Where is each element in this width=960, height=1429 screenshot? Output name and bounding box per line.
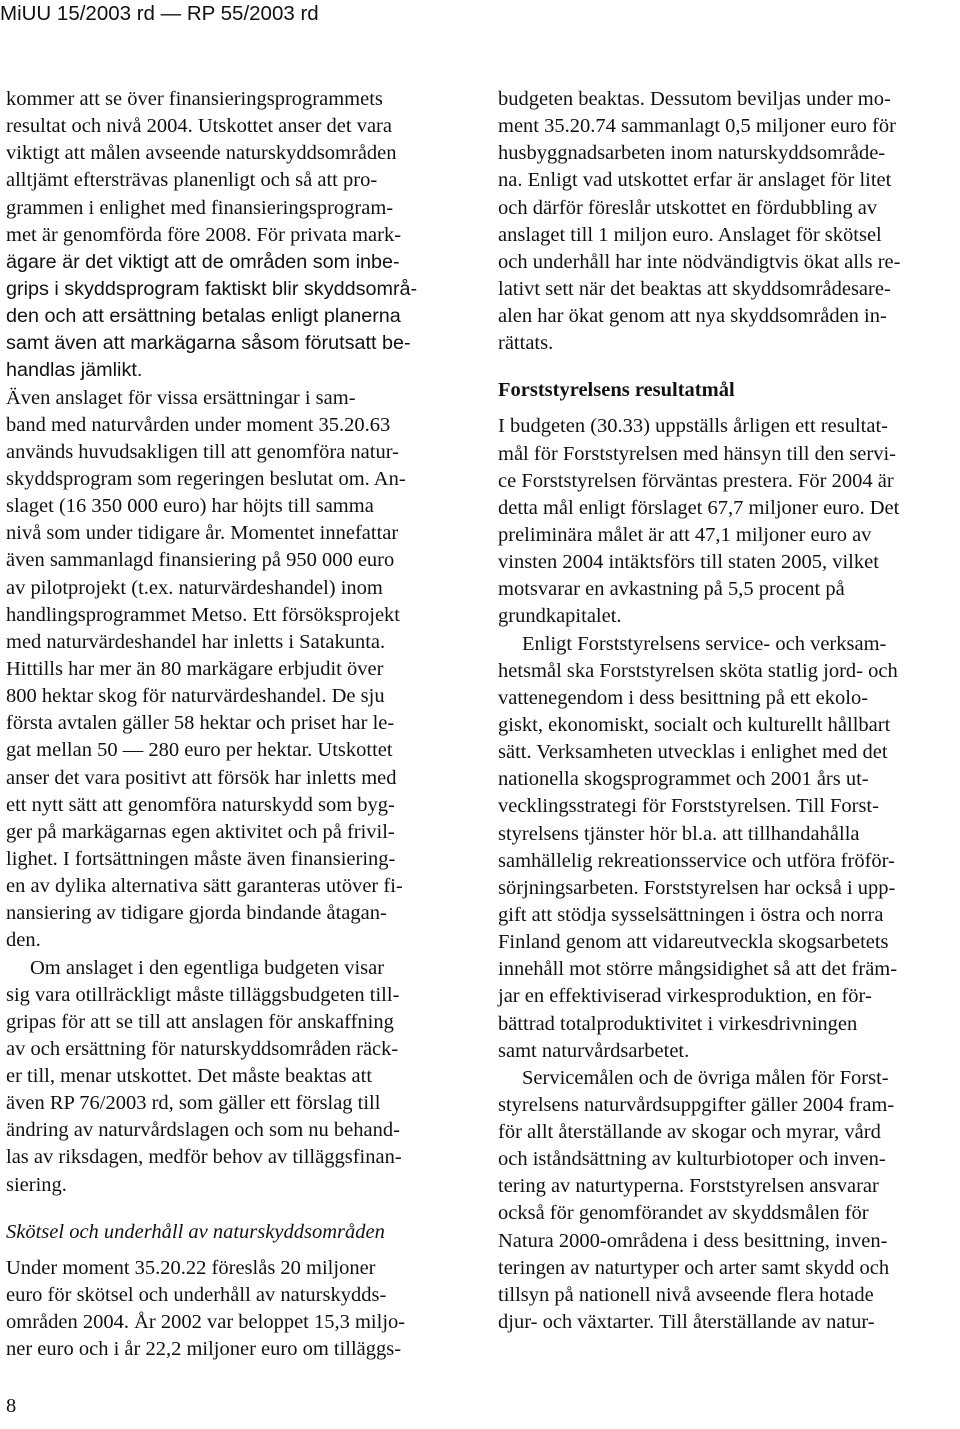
text-line: Hittills har mer än 80 markägare erbjudit över	[6, 657, 384, 680]
text-line: budgeten beaktas. Dessutom beviljas under mo-	[498, 88, 891, 110]
text-line: ger på markägarnas egen aktivitet och på frivil-	[6, 820, 395, 843]
text-line: gripas för att se till att anslagen för anskaffning	[6, 1010, 394, 1033]
text-line: Servicemålen och de övriga målen för Forst-	[522, 1066, 889, 1089]
text-line: och iståndsättning av kulturbiotoper och inven-	[498, 1148, 886, 1171]
text-line: anslaget till 1 miljon euro. Anslaget för skötsel	[498, 223, 882, 246]
text-line: husbyggnadsarbeten inom naturskyddsområde-	[498, 142, 886, 165]
text-line: av pilotprojekt (t.ex. naturvärdeshandel) inom	[6, 576, 383, 599]
text-line: lativt sett när det beaktas att skyddsområdesare-	[498, 277, 891, 300]
text-line: ett nytt sätt att genomföra naturskydd som byg-	[6, 793, 395, 816]
text-line: nivå som under tidigare år. Momentet innefattar	[6, 522, 399, 545]
text-line: Finland genom att vidareutveckla skogsarbetets	[498, 931, 889, 954]
text-line: en av dylika alternativa sätt garanteras utöver fi-	[6, 875, 403, 898]
text-line: motsvarar en avkastning på 5,5 procent på	[498, 578, 845, 601]
text-line: samt naturvårdsarbetet.	[498, 1039, 690, 1062]
text-line: ägare är det viktigt att de områden som inbe-	[6, 250, 400, 273]
text-line: vattenegendom i dess besittning på ett ekolo-	[498, 686, 869, 709]
text-line: gat mellan 50 — 280 euro per hektar. Utskottet	[6, 739, 393, 762]
text-line: skyddsprogram som regeringen beslutat om. An-	[6, 467, 406, 490]
text-line: områden 2004. År 2002 var beloppet 15,3 miljo-	[6, 1311, 406, 1334]
text-line: teringen av naturtyper och arter samt skydd och	[498, 1256, 890, 1279]
text-line: ändring av naturvårdslagen och som nu behand-	[6, 1119, 400, 1142]
text-line: grammen i enlighet med finansieringsprogram-	[6, 196, 394, 219]
left-column	[6, 86, 466, 1363]
text-line: även RP 76/2003 rd, som gäller ett förslag till	[6, 1092, 381, 1115]
text-line: handlas jämlikt.	[6, 359, 143, 382]
text-line: handlingsprogrammet Metso. Ett försöksprojekt	[6, 603, 400, 626]
text-line: band med naturvården under moment 35.20.63	[6, 413, 391, 436]
text-line: giskt, ekonomiskt, socialt och kulturellt hållbart	[498, 713, 891, 736]
text-line: sörjningsarbeten. Forststyrelsen har också i upp-	[498, 876, 896, 899]
text-line: bättrad totalproduktivitet i virkesdrivningen	[498, 1012, 858, 1035]
text-line: resultat och nivå 2004. Utskottet anser det vara	[6, 115, 392, 138]
text-line: och underhåll har inte nödvändigtvis ökat alls re-	[498, 250, 901, 273]
text-line: Natura 2000-områdena i dess besittning, inven-	[498, 1229, 888, 1252]
text-line: med naturvärdeshandel har inletts i Satakunta.	[6, 630, 386, 653]
text-line: anser det vara positivt att försök har inletts med	[6, 766, 397, 789]
text-line: grundkapitalet.	[498, 605, 622, 628]
text-line: jar en effektiviserad virkesproduktion, en för-	[498, 985, 872, 1008]
text-line: används huvudsakligen till att genomföra natur-	[6, 440, 399, 463]
text-line: mål för Forststyrelsen med hänsyn till den servi-	[498, 442, 896, 465]
text-line: ce Forststyrelsen förväntas prestera. För 2004 är	[498, 469, 894, 492]
text-line: och därför föreslår utskottet en fördubbling av	[498, 196, 878, 219]
text-line: na. Enligt vad utskottet erfar är anslaget för litet	[498, 169, 892, 192]
text-line: alltjämt eftersträvas planenligt och så att pro-	[6, 169, 378, 192]
text-line: tillsyn på nationell nivå avseende flera hotade	[498, 1283, 874, 1306]
text-line: även sammanlagd finansiering på 950 000 euro	[6, 549, 395, 572]
text-line: siering.	[6, 1173, 67, 1196]
text-line: alen har ökat genom att nya skyddsområden in-	[498, 305, 887, 328]
text-line: Även anslaget för vissa ersättningar i sam-	[6, 386, 356, 409]
right-column	[498, 86, 960, 1336]
text-line: I budgeten (30.33) uppställs årligen ett resultat-	[498, 415, 888, 438]
text-line: sätt. Verksamheten utvecklas i enlighet med det	[498, 741, 888, 764]
text-line: hetsmål ska Forststyrelsen sköta statlig jord- och	[498, 659, 898, 682]
text-line: tering av naturtyperna. Forststyrelsen ansvarar	[498, 1175, 879, 1198]
text-line: rättats.	[498, 332, 554, 355]
text-line: för allt återställande av skogar och myrar, vård	[498, 1121, 881, 1144]
text-line: Under moment 35.20.22 föreslås 20 miljoner	[6, 1256, 376, 1279]
text-line: lighet. I fortsättningen måste även finansiering-	[6, 847, 396, 870]
text-line: gift att stödja sysselsättningen i östra och norra	[498, 903, 884, 926]
text-line: sig vara otillräckligt måste tilläggsbudgeten till-	[6, 983, 400, 1006]
text-line: kommer att se över finansieringsprogrammets	[6, 88, 383, 110]
text-line: viktigt att målen avseende naturskyddsområden	[6, 142, 397, 165]
text-line: er till, menar utskottet. Det måste beaktas att	[6, 1065, 373, 1088]
text-line: också för genomförandet av skyddsmålen för	[498, 1202, 869, 1225]
text-line: samt även att markägarna såsom förutsatt be-	[6, 332, 411, 355]
text-line: djur- och växtarter. Till återställande av natur-	[498, 1311, 875, 1334]
text-line: met är genomförda före 2008. För privata mark-	[6, 223, 402, 246]
text-line: den.	[6, 929, 41, 952]
text-line: samhällelig rekreationsservice och utföra fröför-	[498, 849, 895, 872]
text-line: detta mål enligt förslaget 67,7 miljoner euro. Det	[498, 496, 900, 519]
text-line: nationella skogsprogrammet och 2001 års ut-	[498, 768, 869, 791]
text-line: preliminära målet är att 47,1 miljoner euro av	[498, 523, 872, 546]
text-line: vecklingsstrategi för Forststyrelsen. Till Forst-	[498, 795, 879, 818]
text-line: innehåll mot större mångsidighet så att det främ-	[498, 958, 898, 981]
text-line: Enligt Forststyrelsens service- och verksam-	[522, 632, 887, 655]
text-line: nansiering av tidigare gjorda bindande åtagan-	[6, 902, 387, 925]
text-line: den och att ersättning betalas enligt planerna	[6, 305, 401, 328]
page-number: 8	[6, 1395, 17, 1417]
text-line: ner euro och i år 22,2 miljoner euro om tilläggs-	[6, 1338, 402, 1361]
text-line: slaget (16 350 000 euro) har höjts till samma	[6, 495, 374, 518]
text-line: grips i skyddsprogram faktiskt blir skyddsområ-	[6, 277, 418, 300]
text-line: las av riksdagen, medför behov av tilläggsfinan-	[6, 1146, 402, 1169]
text-line: första avtalen gäller 58 hektar och priset har le-	[6, 712, 395, 735]
section-heading: Forststyrelsens resultatmål	[498, 379, 735, 402]
text-line: av och ersättning för naturskyddsområden räck-	[6, 1037, 399, 1060]
running-header: MiUU 15/2003 rd — RP 55/2003 rd	[0, 2, 319, 25]
text-line: ment 35.20.74 sammanlagt 0,5 miljoner euro för	[498, 115, 896, 138]
section-subheading: Skötsel och underhåll av naturskyddsområden	[6, 1220, 385, 1243]
text-line: 800 hektar skog för naturvärdeshandel. De sju	[6, 685, 385, 708]
text-line: vinsten 2004 intäktsförs till staten 2005, vilket	[498, 551, 879, 574]
text-line: Om anslaget i den egentliga budgeten visar	[30, 956, 385, 979]
text-line: styrelsens naturvårdsuppgifter gäller 2004 fram-	[498, 1093, 895, 1116]
text-line: euro för skötsel och underhåll av naturskydds-	[6, 1283, 387, 1306]
text-line: styrelsens tjänster hör bl.a. att tillhandahålla	[498, 822, 860, 845]
